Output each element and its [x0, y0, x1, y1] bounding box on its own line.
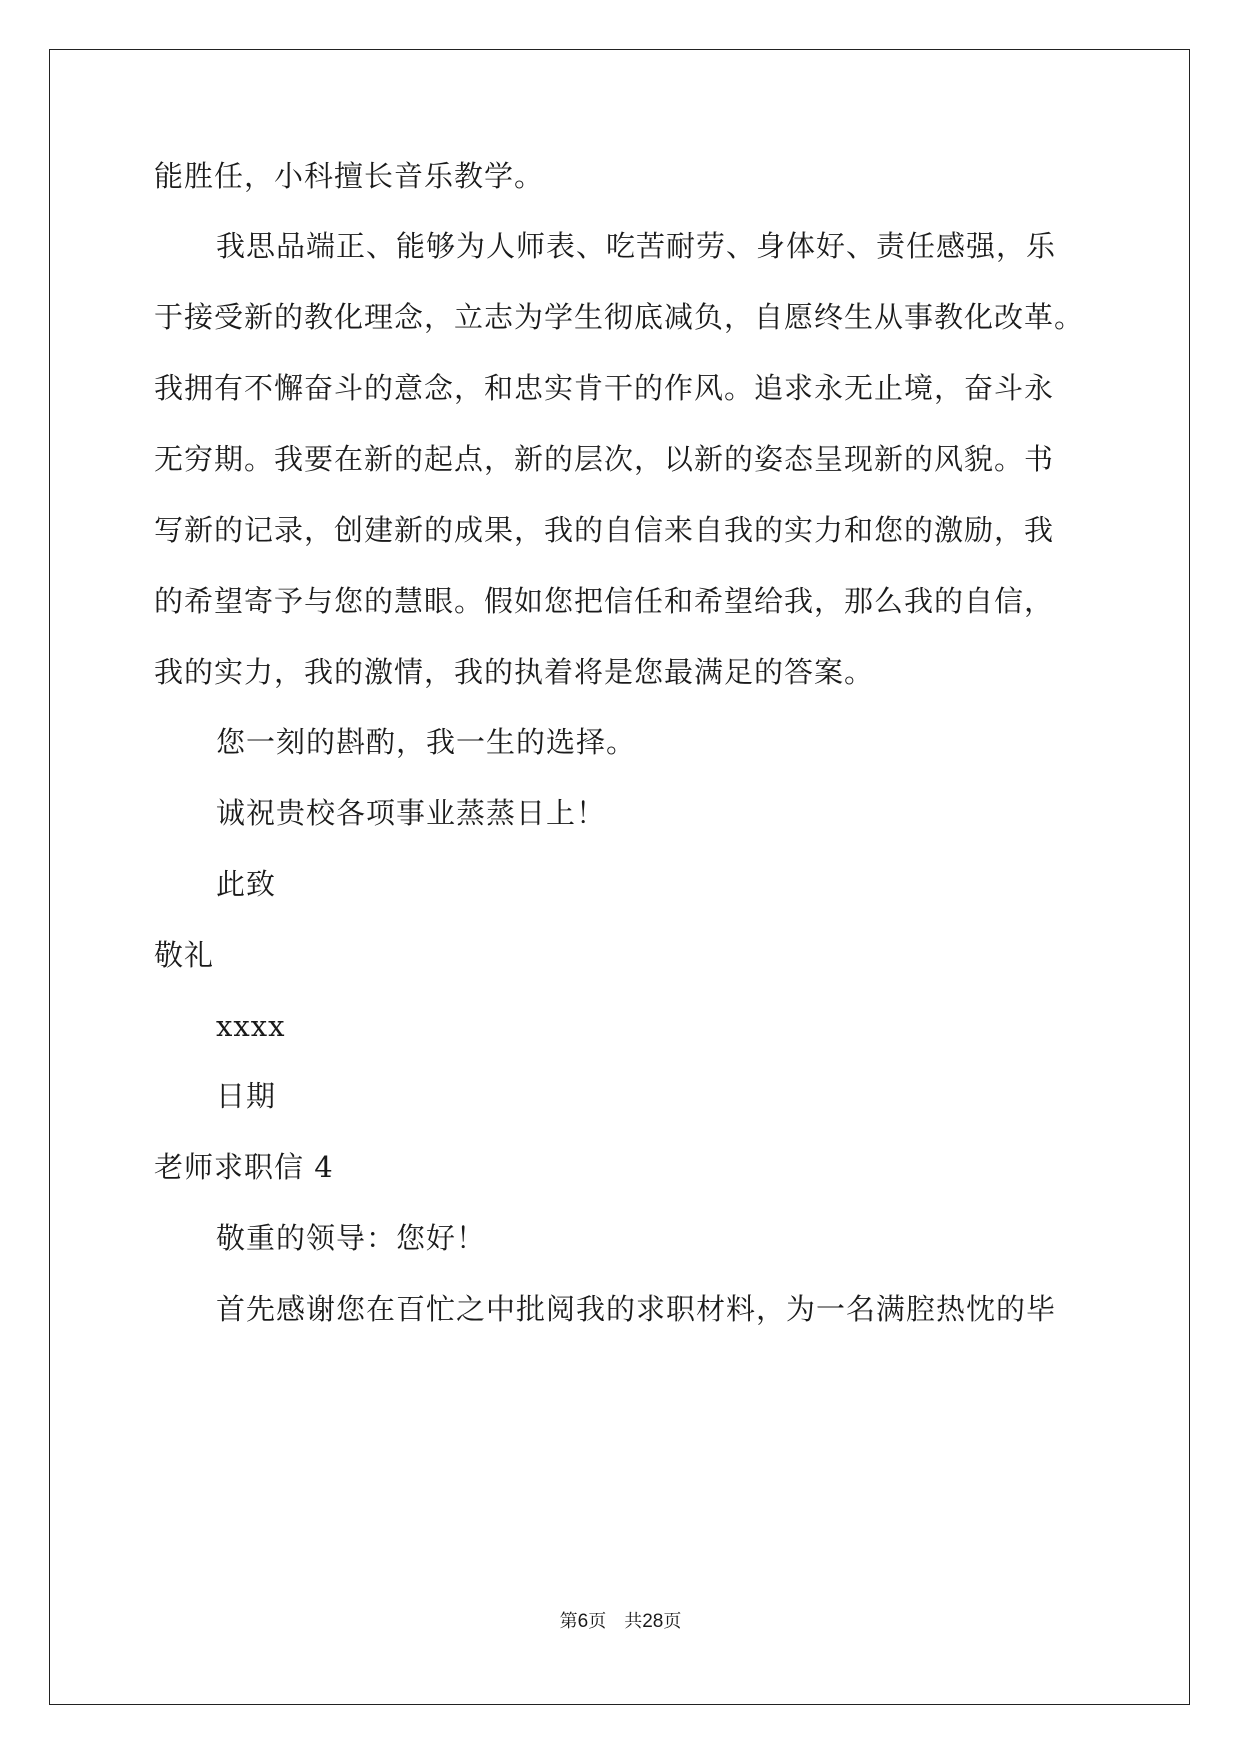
closing-line: 敬礼 [154, 938, 215, 972]
text-line-4: 我拥有不懈奋斗的意念，和忠实肯干的作风。追求永无止境，奋斗永 [154, 371, 1055, 405]
footer-prefix: 第 [559, 1611, 578, 1632]
text-line-1: 能胜任，小科擅长音乐教学。 [154, 159, 545, 193]
date-line: 日期 [216, 1079, 277, 1113]
greeting-line: 敬重的领导：您好！ [216, 1221, 487, 1255]
text-line-9: 您一刻的斟酌，我一生的选择。 [216, 725, 637, 759]
text-line-5: 无穷期。我要在新的起点，新的层次，以新的姿态呈现新的风貌。书 [154, 442, 1055, 476]
footer-page-number: 6 [577, 1611, 589, 1632]
footer-suffix: 页 [663, 1611, 682, 1632]
text-line-2: 我思品端正、能够为人师表、吃苦耐劳、身体好、责任感强，乐 [216, 229, 1057, 263]
section-heading: 老师求职信 4 [154, 1150, 334, 1184]
text-line-10: 诚祝贵校各项事业蒸蒸日上！ [216, 796, 607, 830]
signature-line: xxxx [216, 1009, 286, 1043]
text-line-8: 我的实力，我的激情，我的执着将是您最满足的答案。 [154, 655, 875, 689]
footer-middle: 页 共 [588, 1611, 643, 1632]
text-line-6: 写新的记录，创建新的成果，我的自信来自我的实力和您的激励，我 [154, 513, 1055, 547]
salutation-line: 此致 [216, 867, 277, 901]
text-line-7: 的希望寄予与您的慧眼。假如您把信任和希望给我，那么我的自信， [154, 584, 1055, 618]
text-line-3: 于接受新的教化理念，立志为学生彻底减负，自愿终生从事教化改革。 [154, 300, 1085, 334]
page-footer [0, 1610, 1241, 1634]
footer-total-pages: 28 [642, 1611, 664, 1632]
text-line-17: 首先感谢您在百忙之中批阅我的求职材料，为一名满腔热忱的毕 [216, 1292, 1057, 1326]
